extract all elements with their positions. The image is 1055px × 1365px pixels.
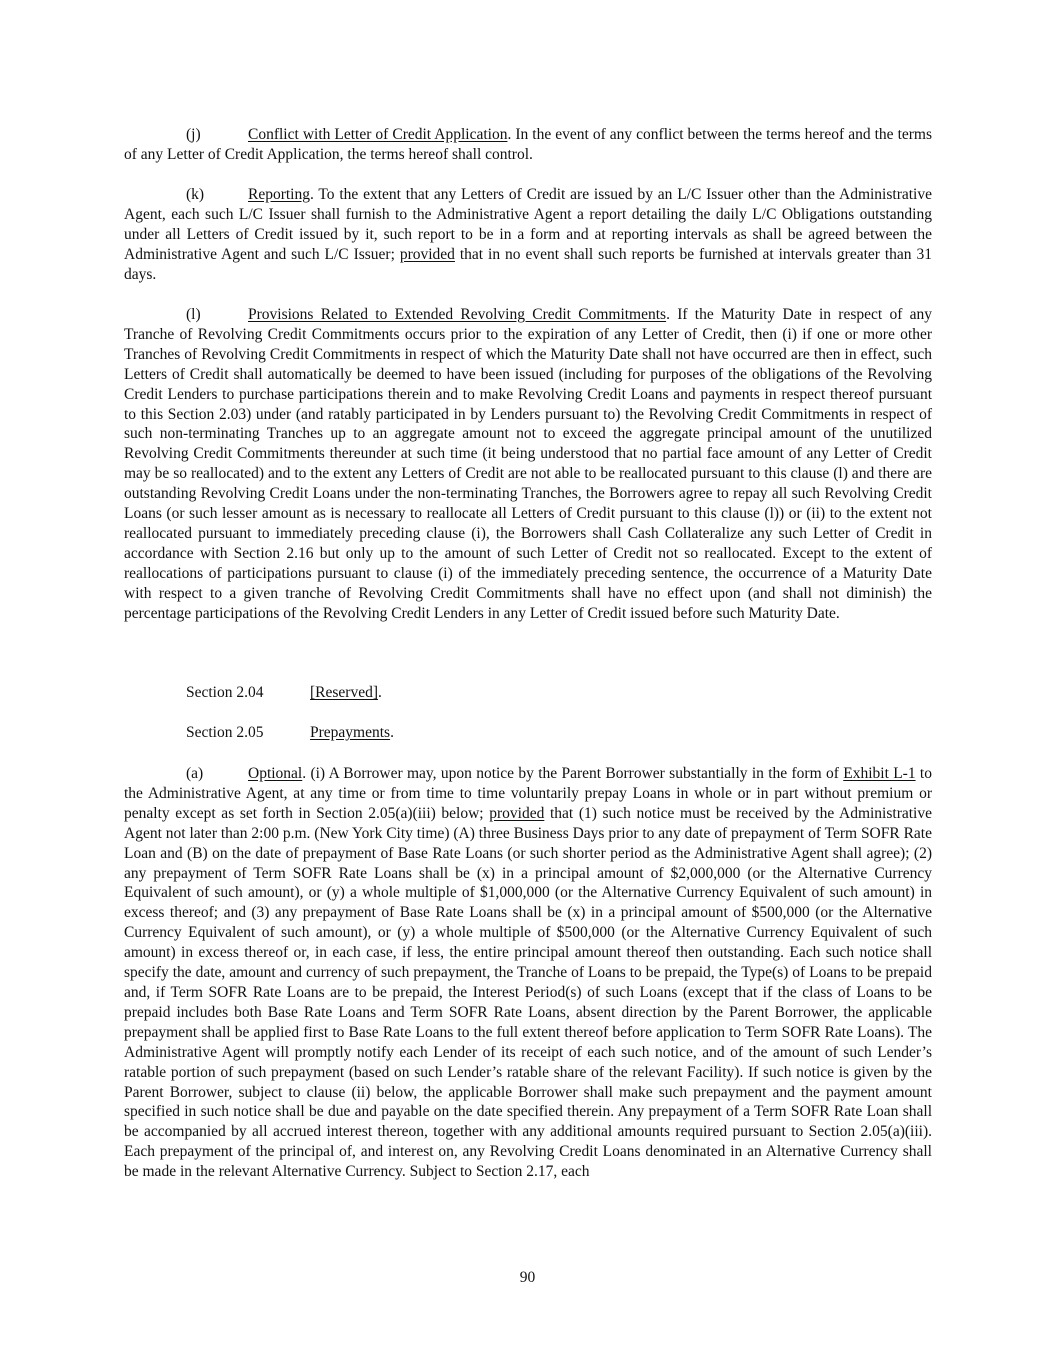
provided-term: provided — [489, 804, 545, 822]
paragraph-j — [124, 125, 932, 165]
section-number: Section 2.05 — [186, 724, 264, 741]
paragraph-text: to the Administrative Agent, at any time or from time to time voluntarily prepay Loans in whole or in part without premium or penalty except as set forth in Section 2.05(a)(iii) below; — [124, 765, 932, 822]
paragraph-a — [124, 764, 932, 1182]
section-heading-2-05 — [124, 723, 932, 743]
paragraph-heading: Optional — [248, 765, 303, 782]
paragraph-text: . To the extent that any Letters of Credit are issued by an L/C Issuer other than the Administrative Agent, each such L/C Issuer shall furnish to the Administrative Agent a report detailing the daily L/C Obligations outstanding under all Letters of Credit issued by it, such report to be in a form and at reporting intervals as shall be agreed between the Administrative Agent and such L/C Issuer; — [124, 186, 932, 263]
exhibit-reference: Exhibit L-1 — [843, 765, 916, 782]
page-number: 90 — [519, 1269, 536, 1286]
paragraph-text: . If the Maturity Date in respect of any Tranche of Revolving Credit Commitments occurs prior to the expiration of any Letter of Credit, then (i) if one or more other Tranches of Revolving Credit Commitments in respect of which the Maturity Date shall not have occurred are then in effect, such Letters of Credit shall automatically be deemed to have been issued (including for purposes of the obligations of the Revolving Credit Lenders to purchase participations therein and to make Revolving Credit Loans and payments in respect thereof pursuant to this Section 2.03) under (and ratably participated in by Lenders pursuant to) the Revolving Credit Commitments in respect of such non-terminating Tranches up to an aggregate amount not to exceed the aggregate principal amount of the unutilized Revolving Credit Commitments thereunder at such time (it being understood that no partial face amount of any Letter of Credit may be so reallocated) and to the extent any Letters of Credit are not able to be reallocated pursuant to this clause (l) and there are outstanding Revolving Credit Loans under the non-terminating Tranches, the Borrowers agree to repay all such Revolving Credit Loans (or such lesser amount as is necessary to reallocate all Letters of Credit pursuant to this clause (l)) or (ii) to the extent not reallocated pursuant to immediately preceding clause (i), the Borrowers shall Cash Collateralize any such Letter of Credit in accordance with Section 2.16 but only up to the amount of such Letter of Credit not so reallocated. Except to the extent of reallocations of participations pursuant to clause (i) of the immediately preceding sentence, the occurrence of a Maturity Date with respect to a given tranche of Revolving Credit Commitments shall have no effect upon (and shall not diminish) the percentage participations of the Revolving Credit Lenders in any Letter of Credit issued before such Maturity Date. — [124, 306, 932, 622]
paragraph-marker: (k) — [186, 186, 205, 203]
paragraph-marker: (j) — [186, 126, 201, 143]
section-title: Prepayments — [310, 724, 391, 741]
section-title-suffix: . — [390, 724, 394, 741]
paragraph-heading: Conflict with Letter of Credit Application — [248, 126, 508, 143]
paragraph-heading: Provisions Related to Extended Revolving Credit Commitments — [248, 306, 667, 323]
section-number: Section 2.04 — [186, 684, 264, 701]
paragraph-text: that in no event shall such reports be furnished at intervals greater than 31 days. — [124, 245, 932, 283]
paragraph-text: . (i) A Borrower may, upon notice by the Parent Borrower substantially in the form of — [302, 765, 844, 782]
paragraph-marker: (a) — [186, 765, 204, 782]
paragraph-heading: Reporting — [248, 186, 310, 203]
paragraph-text: . In the event of any conflict between the terms hereof and the terms of any Letter of Credit Application, the terms hereof shall control. — [124, 126, 933, 163]
paragraph-marker: (l) — [186, 306, 201, 323]
paragraph-text: that (1) such notice must be received by the Administrative Agent not later than 2:00 p.m. (New York City time) (A) three Business Days prior to any date of prepayment of Term SOFR Rate Loan and (B) on the date of prepayment of Base Rate Loans (or such shorter period as the Administrative Agent shall agree); (2) any prepayment of Term SOFR Rate Loans shall be (x) in a principal amount of $2,000,000 (or the Alternative Currency Equivalent of such amount), or (y) a whole multiple of $1,000,000 (or the Alternative Currency Equivalent of such amount) in excess thereof; and (3) any prepayment of Base Rate Loans shall be (x) in a principal amount of $500,000 (or the Alternative Currency Equivalent of such amount), or (y) a whole multiple of $500,000 (or the Alternative Currency Equivalent of such amount) in excess thereof or, in each case, if less, the entire principal amount thereof then outstanding. Each such notice shall specify the date, amount and currency of such prepayment, the Tranche of Loans to be prepaid, the Type(s) of Loans to be prepaid and, if Term SOFR Rate Loans are to be prepaid, the Interest Period(s) of such Loans (except that if the class of Loans to be prepaid includes both Base Rate Loans and Term SOFR Rate Loans, absent direction by the Parent Borrower, the applicable prepayment shall be applied first to Base Rate Loans to the full extent thereof before application to Term SOFR Rate Loans). The Administrative Agent will promptly notify each Lender of its receipt of each such notice, and of the amount of such Lender’s ratable portion of such prepayment (based on such Lender’s ratable share of the relevant Facility). If such notice is given by the Parent Borrower, subject to clause (ii) below, the applicable Borrower shall make such prepayment and the payment amount specified in such notice shall be due and payable on the date specified therein. Any prepayment of a Term SOFR Rate Loan shall be accompanied by all accrued interest thereon, together with any additional amounts required pursuant to Section 2.05(a)(iii). Each prepayment of the principal of, and interest on, any Revolving Credit Loans denominated in an Alternative Currency shall be made in the relevant Alternative Currency. Subject to Section 2.17, each — [124, 804, 932, 1181]
section-title-suffix: . — [378, 684, 382, 701]
paragraph-k — [124, 185, 932, 285]
provided-term: provided — [399, 245, 455, 263]
paragraph-l — [124, 305, 932, 624]
section-heading-2-04 — [124, 683, 932, 703]
section-title: [Reserved] — [310, 684, 378, 701]
